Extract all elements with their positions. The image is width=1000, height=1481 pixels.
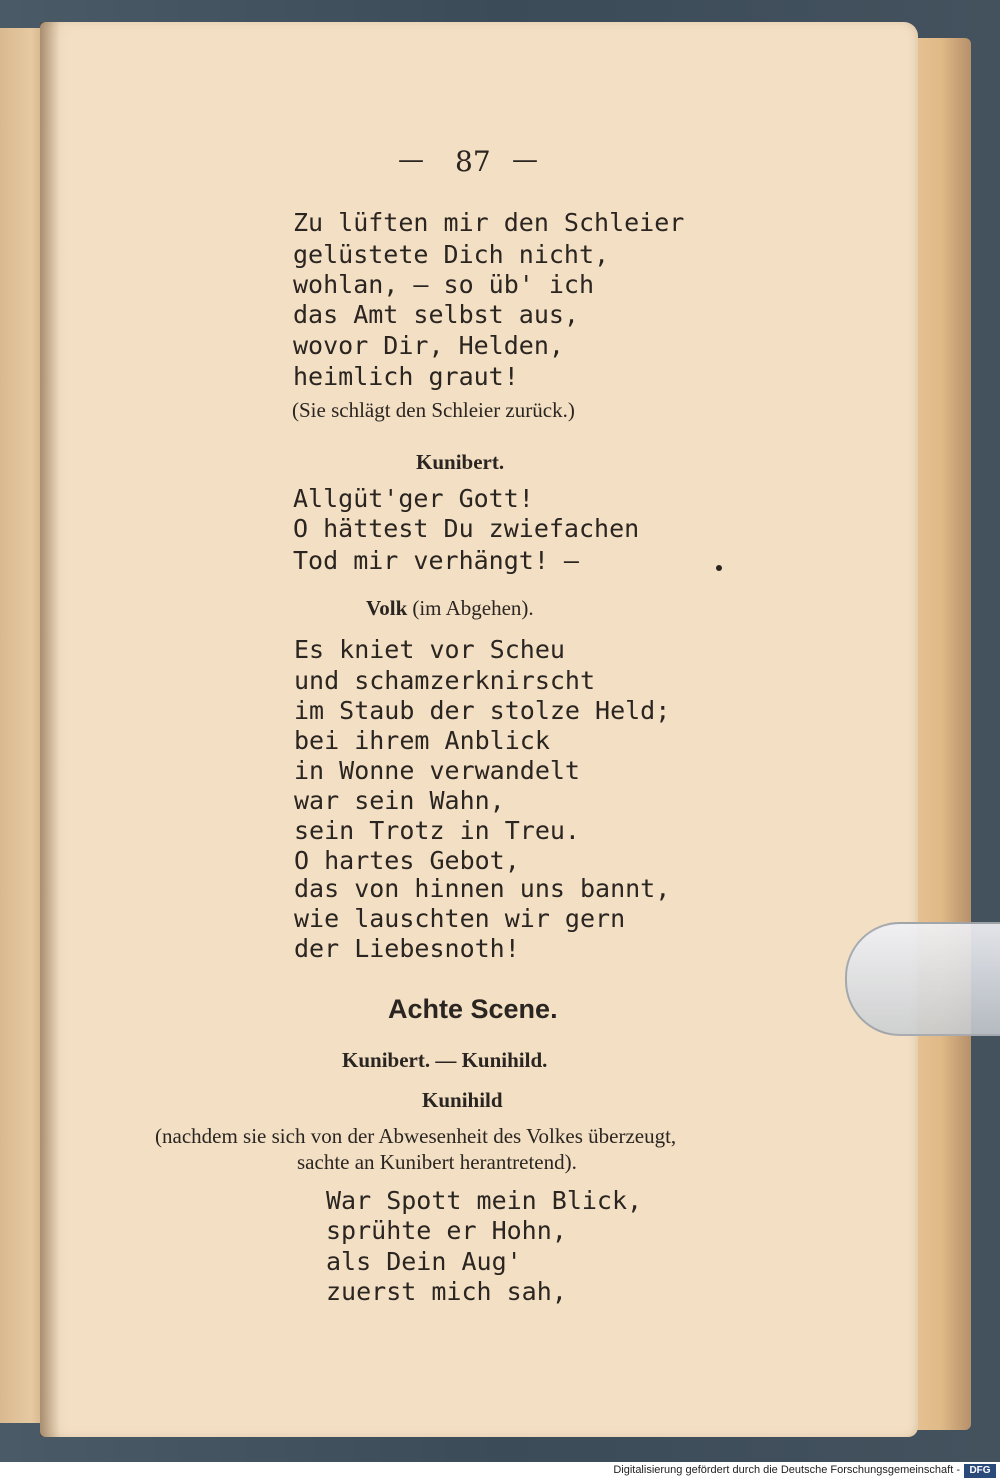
stage-direction: (Sie schlägt den Schleier zurück.) xyxy=(292,398,575,422)
verse-line: in Wonne verwandelt xyxy=(294,756,580,785)
verse-line: Allgüt'ger Gott! xyxy=(293,484,534,513)
verse-line: sprühte er Hohn, xyxy=(326,1216,567,1245)
verse-line: der Liebesnoth! xyxy=(294,934,520,963)
verse-line: heimlich graut! xyxy=(293,362,519,391)
page-number: 87 xyxy=(455,145,491,178)
verse-line: sein Trotz in Treu. xyxy=(294,816,580,845)
verse-line: O hartes Gebot, xyxy=(294,846,520,875)
verse-line: O hättest Du zwiefachen xyxy=(293,514,640,543)
verse-line: Zu lüften mir den Schleier xyxy=(293,208,685,237)
stage-direction: (nachdem sie sich von der Abwesenheit des Volkes überzeugt, xyxy=(155,1124,677,1148)
footer-credit: Digitalisierung gefördert durch die Deutsche Forschungsgemeinschaft - xyxy=(613,1464,960,1476)
speaker-name: Volk xyxy=(366,596,408,620)
verse-line: Es kniet vor Scheu xyxy=(294,635,565,664)
page-number-dash-left: — xyxy=(398,145,424,175)
verse-line: wovor Dir, Helden, xyxy=(293,331,564,360)
verse-line: das Amt selbst aus, xyxy=(293,300,579,329)
speaker-line xyxy=(366,596,534,621)
verse-line: als Dein Aug' xyxy=(326,1247,522,1276)
scene-heading: Achte Scene. xyxy=(388,994,558,1024)
speaker-name: Kunibert. — Kunihild. xyxy=(342,1048,548,1072)
verse-line: gelüstete Dich nicht, xyxy=(293,240,610,269)
verse-line: wie lauschten wir gern xyxy=(294,904,626,933)
speaker-name: Kunibert. xyxy=(416,450,505,474)
verse-line: war sein Wahn, xyxy=(294,786,505,815)
verse-line: und schamzerknirscht xyxy=(294,666,596,695)
page-number-dash-right: — xyxy=(512,145,538,175)
glass-page-clip xyxy=(845,922,1000,1036)
verse-line: War Spott mein Blick, xyxy=(326,1186,643,1215)
verse-line: im Staub der stolze Held; xyxy=(294,696,671,725)
stage-direction: sachte an Kunibert herantretend). xyxy=(297,1150,577,1174)
verse-line: zuerst mich sah, xyxy=(326,1277,567,1306)
verse-line: das von hinnen uns bannt, xyxy=(294,874,671,903)
verse-line: bei ihrem Anblick xyxy=(294,726,550,755)
ink-speck xyxy=(716,565,722,571)
stage-direction: (im Abgehen). xyxy=(412,596,534,620)
verse-line: Tod mir verhängt! — xyxy=(293,546,579,575)
page-gutter-shadow xyxy=(40,22,60,1437)
speaker-name: Kunihild xyxy=(422,1088,503,1112)
verse-line: wohlan, — so üb' ich xyxy=(293,270,595,299)
dfg-logo: DFG xyxy=(964,1464,996,1478)
